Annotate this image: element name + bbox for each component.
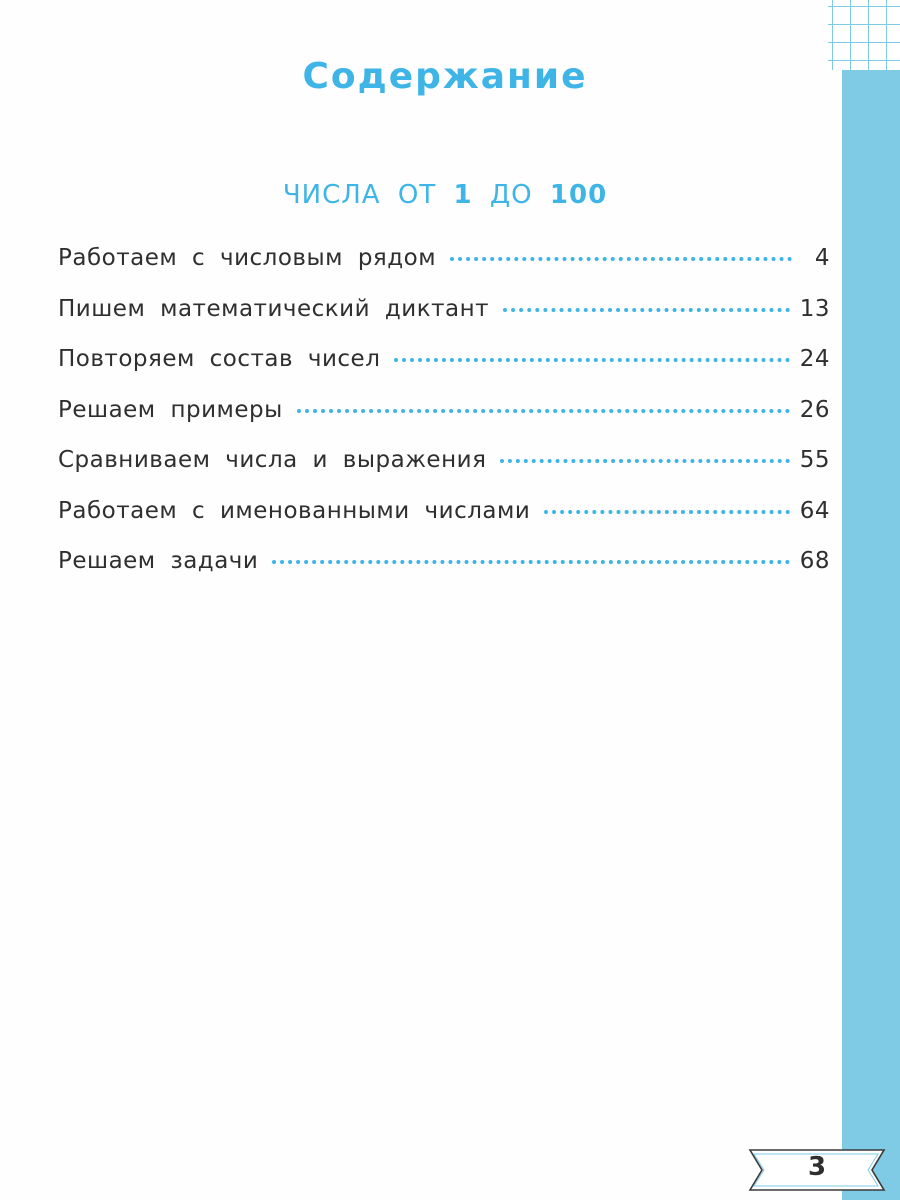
toc-item-label: Решаем задачи — [58, 548, 259, 574]
toc-item[interactable] — [58, 245, 830, 296]
toc-item[interactable] — [58, 346, 830, 397]
section-heading — [0, 180, 890, 210]
toc-item-page: 24 — [799, 346, 830, 372]
toc-item-label: Сравниваем числа и выражения — [58, 447, 487, 473]
page-number-tab — [748, 1148, 886, 1192]
section-heading-middle: ДО — [489, 180, 533, 210]
toc-dot-leader — [544, 510, 789, 514]
toc-item[interactable] — [58, 296, 830, 347]
toc-item-page: 4 — [814, 245, 830, 271]
toc-item-label: Повторяем состав чисел — [58, 346, 381, 372]
toc-item[interactable] — [58, 397, 830, 448]
section-heading-to: 100 — [549, 180, 608, 210]
toc-dot-leader — [394, 358, 789, 362]
toc-item-page: 64 — [799, 497, 830, 524]
toc-item-label: Пишем математический диктант — [58, 295, 490, 322]
toc-dot-leader — [450, 257, 792, 261]
toc-dot-leader — [272, 560, 789, 564]
toc-item[interactable] — [58, 548, 830, 599]
section-heading-from: 1 — [453, 180, 473, 210]
toc-dot-leader — [297, 409, 790, 413]
toc-item-label: Решаем примеры — [58, 396, 283, 423]
toc-item-page: 55 — [799, 447, 830, 473]
toc-dot-leader — [503, 308, 790, 312]
toc-item-label: Работаем с именованными числами — [58, 497, 531, 524]
toc-item[interactable] — [58, 498, 830, 549]
page-title: Содержание — [302, 56, 588, 97]
side-margin-band — [842, 70, 900, 1200]
page-number: 3 — [807, 1152, 827, 1182]
toc-item-page: 13 — [799, 295, 830, 322]
section-heading-prefix: ЧИСЛА ОТ — [282, 180, 437, 210]
toc-item-page: 68 — [799, 548, 830, 574]
toc-item-page: 26 — [799, 396, 830, 423]
toc-dot-leader — [500, 459, 789, 463]
table-of-contents — [58, 245, 830, 599]
toc-item-label: Работаем с числовым рядом — [58, 245, 437, 271]
toc-item[interactable] — [58, 447, 830, 498]
